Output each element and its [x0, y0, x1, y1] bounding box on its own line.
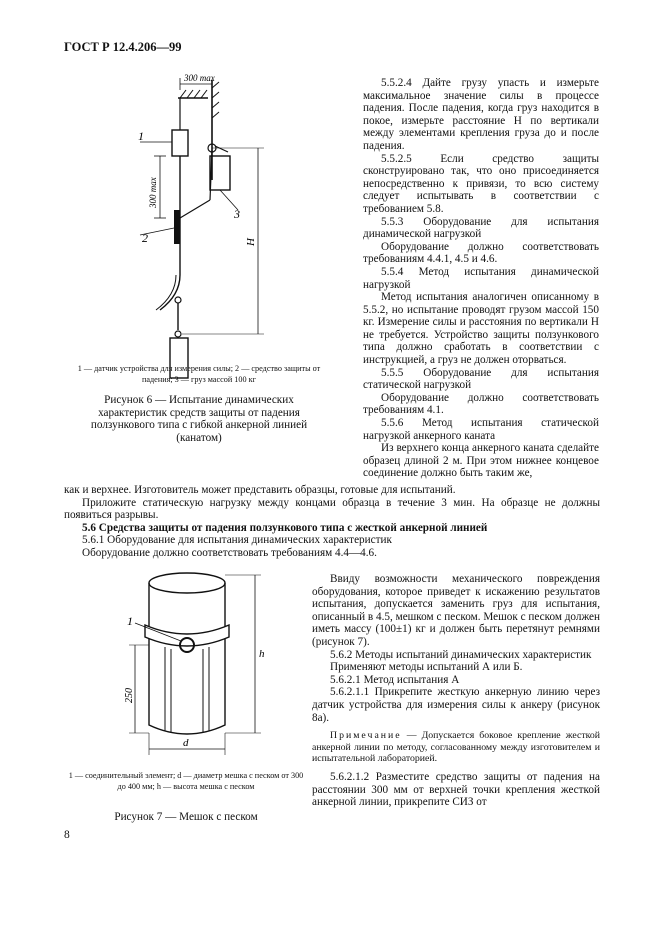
paragraph: 5.6.1 Оборудование для испытания динамических характеристик	[82, 534, 392, 547]
figure-6-caption: Рисунок 6 — Испытание динамических характеристик средств защиты от падения ползункового типа с гибкой анкерной линией (канатом)	[90, 394, 308, 444]
document-header: ГОСТ Р 12.4.206—99	[64, 40, 182, 54]
paragraph: 5.6.2.1.2 Разместите средство защиты от падения на расстоянии 300 мм от верхней точки крепления жесткой анкерной линии, прикрепите СИЗ от	[312, 770, 600, 809]
figure-7-legend: 1 — соединительный элемент; d — диаметр мешка с песком от 300 до 400 мм; h — высота мешка с песком	[68, 771, 304, 791]
fig7-dim-250: 250	[124, 688, 135, 703]
paragraph: 5.5.5 Оборудование для испытания статической нагрузкой	[363, 366, 599, 392]
right-column-2-text	[312, 573, 600, 809]
figure-7-drawing	[95, 565, 295, 765]
paragraph: Оборудование должно соответствовать требованиям 4.4.1, 4.5 и 4.6.	[363, 240, 599, 266]
fig7-dim-d: d	[183, 737, 189, 749]
paragraph: 5.5.2.5 Если средство защиты сконструировано так, что оно присоединяется непосредственно к привязи, то всю систему следует испытывать в соответствии с требованием 5.8.	[363, 152, 599, 215]
fig7-label-1: 1	[127, 614, 133, 628]
paragraph: Метод испытания аналогичен описанному в 5.5.2, но испытание проводят грузом массой 150 кг. Измерение силы и расстояния по вертикали H не требуется. Устройство защиты ползункового типа должно сработать в соответствии с инструкцией, а груз не должен оторваться.	[363, 291, 599, 367]
figure-7-caption: Рисунок 7 — Мешок с песком	[114, 811, 258, 823]
figure-6-drawing	[120, 70, 360, 390]
fig6-dim-height: H	[245, 238, 257, 246]
paragraph: 5.6.2 Методы испытаний динамических характеристик	[330, 648, 592, 661]
paragraph: 5.6.2.1 Метод испытания А	[330, 673, 460, 686]
fig6-dim-side: 300 max	[148, 177, 158, 208]
note-text: — Допускается боковое крепление жесткой анкерной линии по методу, согласованному между изготовителем и испытательной лабораторией.	[312, 730, 600, 765]
fig6-dim-top: 300 max	[184, 73, 215, 83]
paragraph: Приложите статическую нагрузку между концами образца в течение 3 мин. На образце не должны появиться разрывы.	[64, 496, 600, 522]
fig6-label-1: 1	[138, 129, 144, 143]
full-width-text	[64, 484, 600, 560]
paragraph: 5.5.6 Метод испытания статической нагрузкой анкерного каната	[363, 417, 599, 442]
note	[312, 730, 600, 765]
figure-6-legend: 1 — датчик устройства для измерения силы; 2 — средство защиты от падения; 3 — груз массой 100 кг	[77, 364, 321, 384]
section-heading: 5.6 Средства защиты от падения ползункового типа с жесткой анкерной линией	[82, 521, 488, 534]
paragraph: Оборудование должно соответствовать требованиям 4.4—4.6.	[82, 546, 377, 559]
paragraph: 5.5.4 Метод испытания динамической нагрузкой	[363, 265, 599, 291]
paragraph: 5.6.2.1.1 Прикрепите жесткую анкерную линию через датчик устройства для измерения силы к анкеру (рисунок 8а).	[312, 686, 600, 724]
fig6-label-2: 2	[142, 231, 148, 245]
fig7-dim-h: h	[259, 648, 265, 660]
paragraph: как и верхнее. Изготовитель может представить образцы, готовые для испытаний.	[64, 484, 456, 496]
paragraph: 5.5.3 Оборудование для испытания динамической нагрузкой	[363, 215, 599, 241]
note-label: Примечание	[330, 730, 402, 742]
paragraph: Оборудование должно соответствовать требованиям 4.1.	[363, 391, 599, 417]
page-number: 8	[64, 829, 70, 841]
paragraph: Из верхнего конца анкерного каната сделайте образец длиной 2 м. При этом нижнее концевое соединение должно быть таким же,	[363, 442, 599, 480]
right-column-text	[363, 77, 599, 480]
paragraph: Применяют методы испытаний А или Б.	[330, 661, 523, 674]
fig6-label-3: 3	[234, 207, 240, 221]
paragraph: 5.5.2.4 Дайте грузу упасть и измерьте максимальное значение силы в процессе падения. После падения, когда груз находится в покое, измерьте расстояние H по вертикали между элементами крепления груза до и после падения.	[363, 77, 599, 152]
paragraph: Ввиду возможности механического повреждения оборудования, которое приведет к искажению результатов испытания, допускается заменить груз для испытания, описанный в 4.5, мешком с песком. Мешок с песком должен иметь массу (100±1) кг и должен быть перетянут ремнями (рисунок 7).	[312, 573, 600, 648]
